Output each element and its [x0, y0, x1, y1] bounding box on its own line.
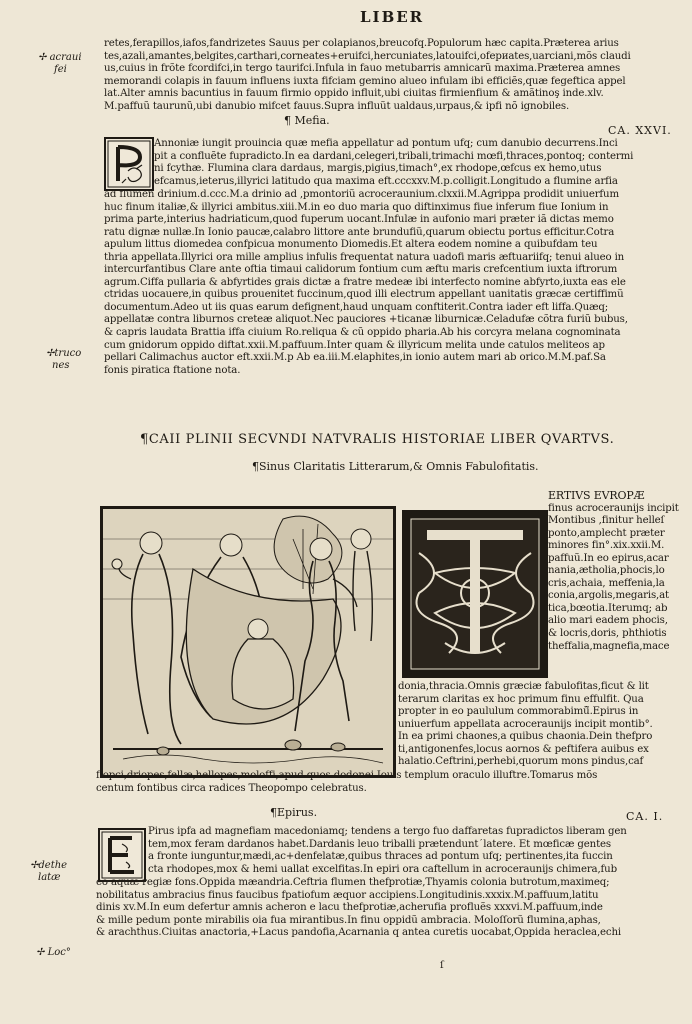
initial-ornament-icon	[100, 830, 144, 880]
margin-note: ✢ Loc°	[36, 947, 71, 958]
section-heading: ¶Epirus.	[270, 806, 318, 819]
woodcut-illustration	[100, 506, 396, 778]
initial-ornament-icon	[106, 139, 152, 189]
book-subtitle: ¶Sinus Claritatis Litterarum,& Omnis Fabulofitatis.	[252, 460, 539, 473]
text-block-epirus: eo aquæ regiæ fons.Oppida mæandria.Ceftria flumen thefprotiæ,Thyamis colonia butrotum,maximeq; nobilitatus ambracius finus faucibus fpatiofum æquor accipiens.Longitudinis.xxxix.M.paffuum,latitu dinis xv.M.In eum defertur amnis acheron e lacu thefprotiæ,acherufia profluẽs xxxvi.M.paffuum,inde & mille pedum ponte mirabilis oia fua mirantibus.In finu oppidũ ambracia. Moloſſorũ flumina,aphas, & arachthus.Ciuitas anactoria,+Lacus pandofia,Acarnania q antea curetis uocabat,Oppida heraclea,echi	[96, 877, 621, 939]
text-block-europe-full: fiopci,driopes,fellæ,hellopes,moloffi,apud quos dodonei Iouis templum oraculo illuftre.Tomarus mõs centum fontibus circa radices Theopompo celebratus.	[96, 770, 598, 794]
pilcrow-icon: ¶	[252, 460, 259, 473]
margin-note: ✢truco nes	[46, 348, 82, 371]
obelus-icon: ✢	[38, 52, 47, 63]
decorated-initial-p	[104, 137, 154, 191]
signature-mark: ſ	[440, 960, 444, 971]
pilcrow-icon: ¶	[140, 432, 149, 447]
obelus-icon: ✢	[36, 947, 45, 958]
text-block-europe: donia,thracia.Omnis græciæ fabulofitas,ficut & lit terarum claritas ex hoc primum finu effulfit. Qua propter in eo paululum commorabimũ̃.Epirus in uniuerfum appellata acroceraunijs incipit montib°. In ea primi chaones,a quibus chaonia.Dein thefpro ti,antigonenfes,locus aornos & peftifera auibus ex halatio.Ceftrini,perhebi,quorum mons pindus,caf	[398, 681, 653, 768]
pilcrow-icon: ¶	[284, 114, 291, 127]
running-title: LIBER	[360, 8, 425, 26]
chapter-number: CA. XXVI.	[608, 124, 672, 137]
margin-note: ✢ acraui fei	[38, 52, 82, 75]
book-title: ¶CAII PLINII SECVNDI NATVRALIS HISTORIAE LIBER QVARTVS.	[140, 432, 615, 447]
text-block-pannonia: retes,ferapillos,iafos,fandrizetes Sauus per colapianos,breucofq.Populorum hæc capita.Præterea arius tes,azali,amantes,belgites,carthari,corneates+eruifci,hercuniates,latouifci,ofериates,uarciani,mõs claudi us,cuius in frõte fcordifci,in tergo taurifci.Infula in fauo metubarris amnicarũ maxima.Præterea amnes memorandi colapis in fauum influens iuxta fifciam gemino alueo infulam ibi efficiẽs,quæ fegeftica appel lat̃.Alter amnis bacuntius in fauum firmio oppido influit,ubi ciuitas firmienfium & amãtinoş inde.xlv. M.paffuũ taurunũ,ubi danubio mifcet̃ fauus.Supra influũt ualdaus,urpaus,& ipfi nõ ignobiles.	[104, 38, 631, 112]
decorated-initial-t	[402, 510, 548, 678]
woodcut-figures-icon	[103, 509, 393, 775]
obelus-icon: ✢	[46, 348, 55, 359]
margin-note: ✢dethe latæ	[30, 860, 68, 883]
chapter-number: CA. I.	[626, 810, 664, 823]
text-block-epirus-intro: Pirus ipfa ad magnefiam macedoniamq; tendens a tergo fuo daffaretas fupradictos liberam gen tem,mox feram dardanos habet.Dardanis leuo triballi prætenduntˊlatere. Et mœficæ gentes a fronte iunguntur,mædi,ac+denfelatæ,quibus thraces ad pontum ufq; pertinentes,ita fuccin cta rhodopes,mox & hemi uallat̃ excelfitas.In epiri ora caftellum in acroceraunijs chimera,fub	[148, 826, 627, 875]
pilcrow-icon: ¶	[270, 806, 277, 819]
section-heading: ¶ Mefia.	[284, 114, 330, 127]
interlace-ornament-icon	[405, 513, 545, 675]
text-block-mesia: ad flumen drinium.d.ccc.M.a drinio ad ,pmontoriũ acroceraunium.clxxii.M.Agrippa prodidit uniuerfum huc finum italiæ,& illyrici ambitus.xiii.M.in eo duo maria quo diftinximus fiue inferum fiue Ionium in prima parte,interius hadriaticum,quod fuperum uocant.Infulæ in aufonio mari præter iã dictas memo ratu dignæ nullæ.In Ionio paucæ,calabro littore ante brundufiũ,quarum obiectu portus efficitur.Cotra apulum littus diomedea confpicua monumento Diomedis.Et altera eodem nomine a quibufdam teu thria appellata.Illyrici ora mille amplius infulis frequentat̃ natura uadofi maris æftuariifq; tenui alueo in intercurfantibus Clare ante oftia timaui calidorum fontium cum æftu maris crefcentium iuxta iftrorum agrum.Ciffa pullaria & abfyrtides grais dictæ a fratre medeæ ibi interfecto nomine abfyrto,iuxta eas ele ctridas uocauere,in quibus prouenitet fuccinum,quod illi electrum appellant uanitatis græcæ certiffimũ documentum.Adeo ut iis quas earum defignent,haud unquam conftiterit.Contra iader eft liffa.Quæq; appellatæ contra liburnos creteæ aliquot.Nec pauciores +ticanæ liburnicæ.Celadufæ cõtra furiũ bubus, & capris laudata Brattia iffa ciuium Ro.reliqua & cũ oppido pharia.Ab his corcyra melana cognominata cum gnidorum oppido diftat.xxii.M.paffuum.Inter quam & illyricum melita unde catulos meliteos ap pellari Calimachus auctor eft.xxii.M.p Ab ea.iii.M.elaphites,in ionio autem mari ab orico.M.M.paf.Sa fonis piratica ftatione nota.	[104, 189, 628, 376]
text-block-mesia-intro: Annoniæ iungit̃ prouincia quæ mefia appellatur ad pontum ufq; cum danubio decurrens.Inci pit a confluẽte fupradicto.In ea dardani,celegeri,tribali,trimachi mœfi,thraces,pontoq; contermi ni fcythæ. Flumina clara dardaus, margis,pigius,timach°,ex rhodope,œfcus ex hemo,utus efcamus,ieterus,illyrici latitudo qua maxima eft.cccxxv.M.p.colligit.Longitudo a flumine arfia	[154, 138, 634, 187]
text-block-europe-side: ERTIVS EVROPÆ finus acroceraunijs incipit Montibus ,finitur helleſ ponto,amplecht̃ præter minores fin°.xix.xxii.M. paffuũ.In eo epirus,acar nania,ætholia,phocis,lo cris,achaia, meffenia,la conia,argolis,megaris,at tica,bœotia.Iterumq; ab alio mari eadem phocis, & locris,doris, phthiotis theffalia,magnefia,mace	[548, 490, 679, 652]
obelus-icon: ✢	[30, 860, 39, 871]
decorated-initial-e	[98, 828, 146, 882]
